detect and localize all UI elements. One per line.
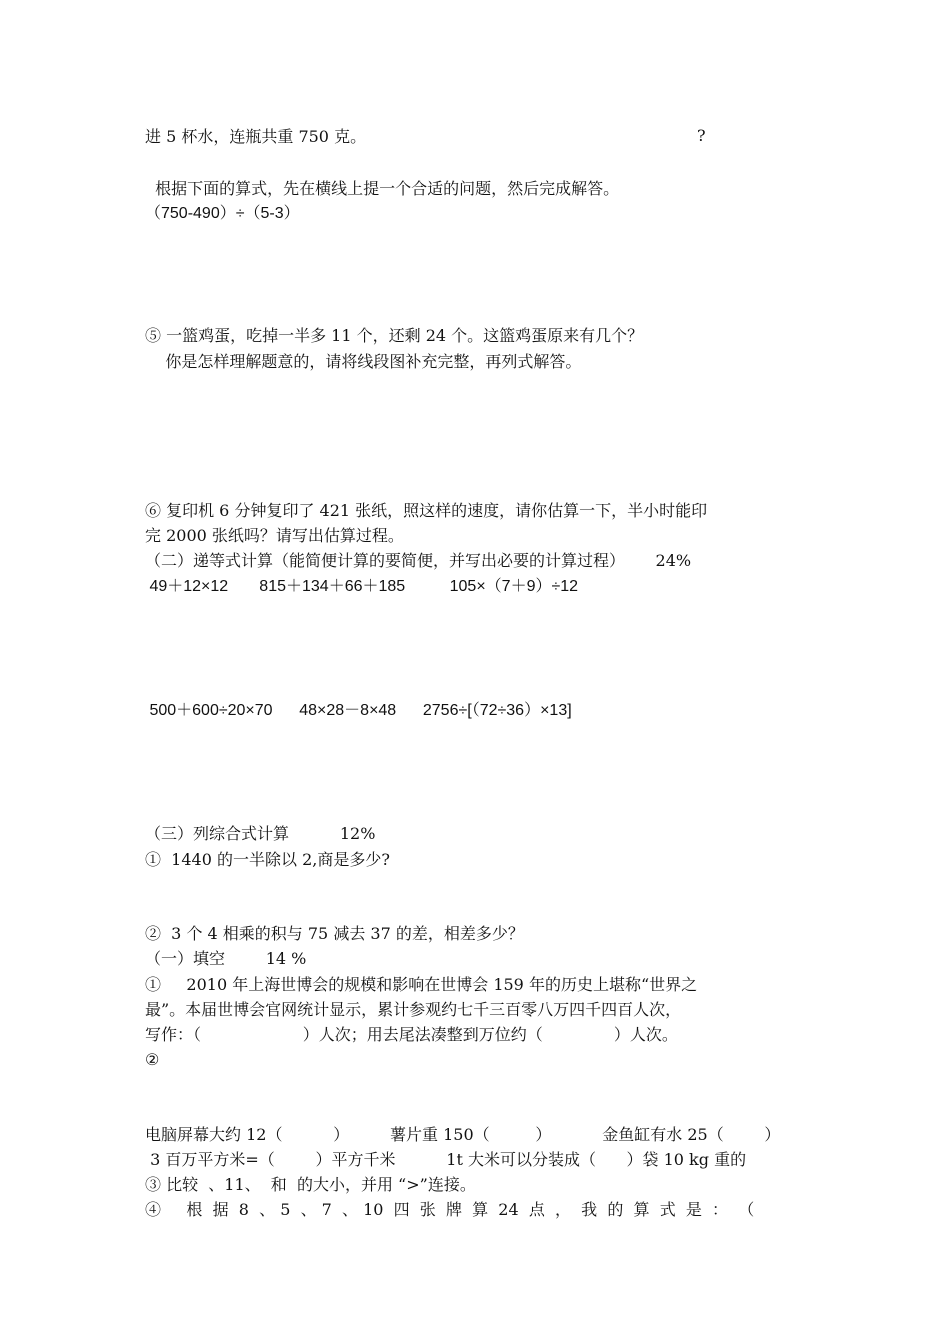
text-line: 进 5 杯水，连瓶共重 750 克。 xyxy=(145,127,367,146)
expression-row-1: 49＋12×12 815＋134＋66＋185 105×（7＋9）÷12 xyxy=(145,578,579,595)
expression-line: （750-490）÷（5-3） xyxy=(145,205,300,222)
section-heading-2: （二）递等式计算（能简便计算的要简便，并写出必要的计算过程） 24% xyxy=(145,551,692,570)
fill-units-row: 电脑屏幕大约 12（ ） 薯片重 150（ ） 金鱼缸有水 25（ ） xyxy=(145,1125,781,1144)
question-mark: ? xyxy=(697,126,706,145)
fill-problem-3: ③ 比较 、11、 和 的大小，并用 “>”连接。 xyxy=(145,1175,476,1194)
expression-row-2: 500＋600÷20×70 48×28－8×48 2756÷[（72÷36）×13] xyxy=(145,702,572,719)
section-heading-3: （三）列综合式计算 12% xyxy=(145,824,376,843)
section-heading-1: （一）填空 14 % xyxy=(145,949,307,968)
fill-problem-2: ② xyxy=(145,1050,160,1069)
problem-6: ⑥ 复印机 6 分钟复印了 421 张纸，照这样的速度，请你估算一下，半小时能印 xyxy=(145,501,708,520)
problem-3-1: ① 1440 的一半除以 2,商是多少? xyxy=(145,850,390,869)
text-line: 你是怎样理解题意的，请将线段图补充完整，再列式解答。 xyxy=(145,352,582,371)
text-line: 根据下面的算式，先在横线上提一个合适的问题，然后完成解答。 xyxy=(145,179,620,198)
fill-units-row: 3 百万平方米=（ ）平方千米 1t 大米可以分装成（ ）袋 10 kg 重的 xyxy=(145,1150,747,1169)
problem-5: ⑤ 一篮鸡蛋，吃掉一半多 11 个，还剩 24 个。这篮鸡蛋原来有几个？ xyxy=(145,326,644,345)
problem-3-2: ② 3 个 4 相乘的积与 75 减去 37 的差，相差多少？ xyxy=(145,924,524,943)
fill-problem-4: ④ 根 据 8 、 5 、 7 、 10 四 张 牌 算 24 点 ， 我 的 算 式 是 ： （ xyxy=(145,1200,755,1219)
fill-problem-1: ① 2010 年上海世博会的规模和影响在世博会 159 年的历史上堪称“世界之 xyxy=(145,975,698,994)
text-line: 最”。本届世博会官网统计显示，累计参观约七千三百零八万四千四百人次， xyxy=(145,1000,682,1019)
text-line: 写作：（ ）人次；用去尾法凑整到万位约（ ）人次。 xyxy=(145,1025,678,1044)
text-line: 完 2000 张纸吗？请写出估算过程。 xyxy=(145,526,404,545)
